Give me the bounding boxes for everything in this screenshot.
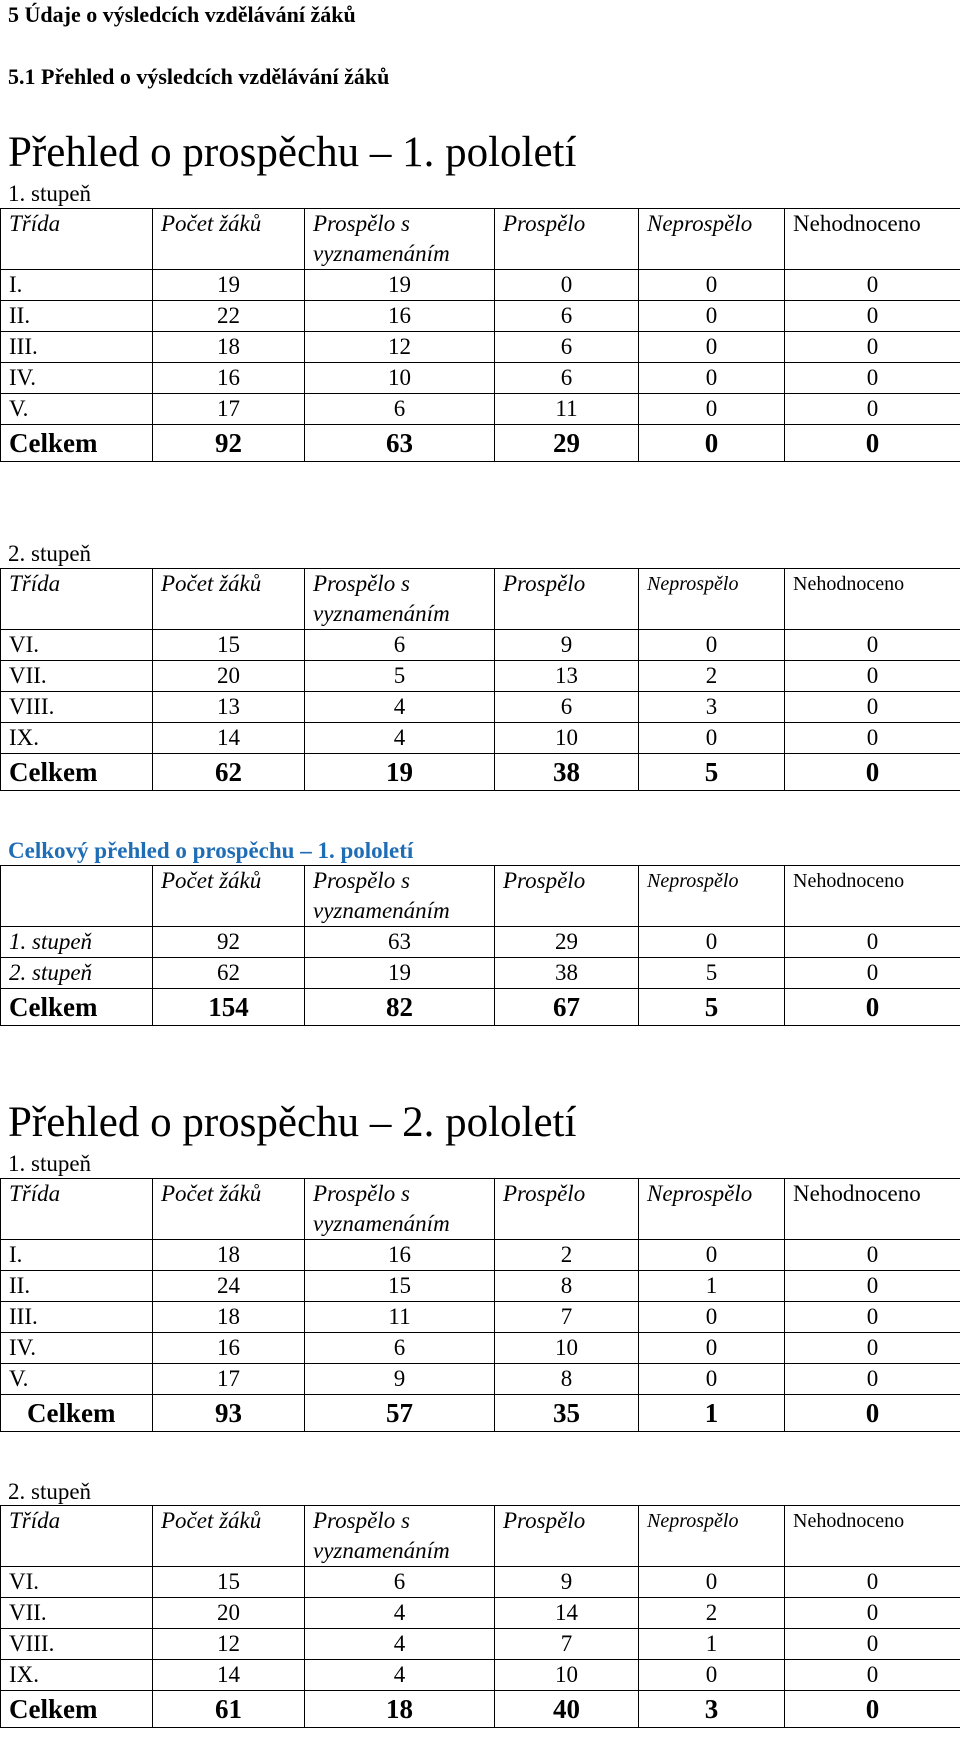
table-row	[1, 927, 960, 958]
unrated-cell: 0	[785, 270, 960, 301]
stage-1-label: 1. stupeň	[8, 181, 92, 206]
total-unrated: 0	[785, 425, 960, 462]
failed-cell: 0	[639, 723, 785, 754]
unrated-cell: 0	[785, 1629, 960, 1660]
table-row	[1, 958, 960, 989]
table-row	[1, 1333, 960, 1364]
passed-cell: 10	[495, 723, 639, 754]
pupils-cell: 18	[153, 332, 305, 363]
col-header-unrated: Nehodnoceno	[785, 866, 960, 927]
pupils-cell: 12	[153, 1629, 305, 1660]
pupils-cell: 92	[153, 927, 305, 958]
honors-cell: 10	[305, 363, 495, 394]
passed-cell: 38	[495, 958, 639, 989]
col-header-class: Třída	[1, 209, 153, 270]
failed-cell: 1	[639, 1629, 785, 1660]
total-passed: 40	[495, 1691, 639, 1728]
total-label: Celkem	[1, 989, 153, 1026]
class-cell: IX.	[1, 723, 153, 754]
pupils-cell: 17	[153, 394, 305, 425]
honors-cell: 16	[305, 301, 495, 332]
col-header-unrated: Nehodnoceno	[785, 1506, 960, 1567]
col-header-passed: Prospělo	[495, 209, 639, 270]
total-label: Celkem	[1, 1691, 153, 1728]
passed-cell: 6	[495, 301, 639, 332]
total-passed: 29	[495, 425, 639, 462]
pupils-cell: 13	[153, 692, 305, 723]
unrated-cell: 0	[785, 363, 960, 394]
unrated-cell: 0	[785, 1271, 960, 1302]
honors-cell: 19	[305, 958, 495, 989]
total-pupils: 62	[153, 754, 305, 791]
class-cell: VI.	[1, 1567, 153, 1598]
total-unrated: 0	[785, 1395, 960, 1432]
honors-cell: 6	[305, 394, 495, 425]
honors-cell: 6	[305, 630, 495, 661]
pupils-cell: 18	[153, 1240, 305, 1271]
table-row	[1, 1567, 960, 1598]
table-row	[1, 1302, 960, 1333]
total-passed: 67	[495, 989, 639, 1026]
unrated-cell: 0	[785, 692, 960, 723]
failed-cell: 0	[639, 1302, 785, 1333]
table-header-row	[1, 1179, 960, 1240]
stage-2-label: 2. stupeň	[8, 541, 92, 566]
passed-cell: 6	[495, 332, 639, 363]
failed-cell: 0	[639, 927, 785, 958]
honors-cell: 15	[305, 1271, 495, 1302]
honors-cell: 19	[305, 270, 495, 301]
failed-cell: 2	[639, 661, 785, 692]
table-row	[1, 661, 960, 692]
table-row	[1, 1240, 960, 1271]
honors-cell: 4	[305, 1629, 495, 1660]
failed-cell: 0	[639, 1364, 785, 1395]
total-passed: 38	[495, 754, 639, 791]
table-header-row	[1, 866, 960, 927]
table-header-row	[1, 1506, 960, 1567]
total-unrated: 0	[785, 754, 960, 791]
col-header-pupils: Počet žáků	[153, 569, 305, 630]
col-header-pupils: Počet žáků	[153, 1506, 305, 1567]
class-cell: V.	[1, 1364, 153, 1395]
failed-cell: 0	[639, 363, 785, 394]
unrated-cell: 0	[785, 1302, 960, 1333]
col-header-honors: Prospělo s vyznamenáním	[305, 1506, 495, 1567]
pupils-cell: 18	[153, 1302, 305, 1333]
col-header-honors: Prospělo s vyznamenáním	[305, 1179, 495, 1240]
col-header-empty	[1, 866, 153, 927]
total-unrated: 0	[785, 989, 960, 1026]
unrated-cell: 0	[785, 1598, 960, 1629]
pupils-cell: 17	[153, 1364, 305, 1395]
class-cell: VIII.	[1, 692, 153, 723]
total-label: Celkem	[1, 754, 153, 791]
table-semester2-stage1	[0, 1178, 960, 1432]
col-header-class: Třída	[1, 1179, 153, 1240]
class-cell: I.	[1, 1240, 153, 1271]
failed-cell: 0	[639, 1333, 785, 1364]
table-semester1-stage1	[0, 208, 960, 462]
total-honors: 57	[305, 1395, 495, 1432]
pupils-cell: 15	[153, 630, 305, 661]
total-passed: 35	[495, 1395, 639, 1432]
honors-cell: 9	[305, 1364, 495, 1395]
col-header-honors: Prospělo s vyznamenáním	[305, 209, 495, 270]
pupils-cell: 20	[153, 1598, 305, 1629]
unrated-cell: 0	[785, 927, 960, 958]
passed-cell: 9	[495, 1567, 639, 1598]
table-row	[1, 1364, 960, 1395]
unrated-cell: 0	[785, 332, 960, 363]
table-row	[1, 630, 960, 661]
table-semester1-stage2	[0, 568, 960, 791]
title-semester-1: Přehled o prospěchu – 1. pololetí	[8, 129, 577, 176]
total-row	[1, 1395, 960, 1432]
honors-cell: 4	[305, 723, 495, 754]
passed-cell: 0	[495, 270, 639, 301]
pupils-cell: 16	[153, 1333, 305, 1364]
total-row	[1, 1691, 960, 1728]
col-header-failed: Neprospělo	[639, 1179, 785, 1240]
table-row	[1, 1271, 960, 1302]
table-semester1-overall	[0, 865, 960, 1026]
col-header-class: Třída	[1, 569, 153, 630]
pupils-cell: 16	[153, 363, 305, 394]
total-honors: 19	[305, 754, 495, 791]
heading-5: 5 Údaje o výsledcích vzdělávání žáků	[8, 2, 356, 27]
table-row	[1, 363, 960, 394]
unrated-cell: 0	[785, 958, 960, 989]
passed-cell: 7	[495, 1629, 639, 1660]
col-header-honors: Prospělo s vyznamenáním	[305, 569, 495, 630]
total-failed: 3	[639, 1691, 785, 1728]
passed-cell: 6	[495, 692, 639, 723]
col-header-failed: Neprospělo	[639, 1506, 785, 1567]
pupils-cell: 14	[153, 723, 305, 754]
table-row	[1, 332, 960, 363]
total-pupils: 93	[153, 1395, 305, 1432]
col-header-honors: Prospělo s vyznamenáním	[305, 866, 495, 927]
total-label: Celkem	[1, 425, 153, 462]
pupils-cell: 15	[153, 1567, 305, 1598]
stage-1-label-2: 1. stupeň	[8, 1151, 92, 1176]
col-header-passed: Prospělo	[495, 1506, 639, 1567]
passed-cell: 11	[495, 394, 639, 425]
unrated-cell: 0	[785, 301, 960, 332]
col-header-failed: Neprospělo	[639, 569, 785, 630]
unrated-cell: 0	[785, 1364, 960, 1395]
honors-cell: 11	[305, 1302, 495, 1333]
honors-cell: 12	[305, 332, 495, 363]
stage-2-label-2: 2. stupeň	[8, 1479, 92, 1504]
table-row	[1, 692, 960, 723]
failed-cell: 0	[639, 1660, 785, 1691]
total-label: Celkem	[1, 1395, 153, 1432]
passed-cell: 29	[495, 927, 639, 958]
class-cell: I.	[1, 270, 153, 301]
total-unrated: 0	[785, 1691, 960, 1728]
class-cell: VIII.	[1, 1629, 153, 1660]
unrated-cell: 0	[785, 394, 960, 425]
unrated-cell: 0	[785, 630, 960, 661]
total-honors: 63	[305, 425, 495, 462]
failed-cell: 0	[639, 332, 785, 363]
title-semester-2: Přehled o prospěchu – 2. pololetí	[8, 1099, 577, 1146]
class-cell: IV.	[1, 363, 153, 394]
passed-cell: 14	[495, 1598, 639, 1629]
honors-cell: 6	[305, 1333, 495, 1364]
col-header-unrated: Nehodnoceno	[785, 1179, 960, 1240]
col-header-failed: Neprospělo	[639, 209, 785, 270]
total-pupils: 61	[153, 1691, 305, 1728]
honors-cell: 5	[305, 661, 495, 692]
passed-cell: 8	[495, 1364, 639, 1395]
table-header-row	[1, 209, 960, 270]
pupils-cell: 62	[153, 958, 305, 989]
col-header-pupils: Počet žáků	[153, 1179, 305, 1240]
pupils-cell: 22	[153, 301, 305, 332]
table-semester2-stage2	[0, 1505, 960, 1728]
pupils-cell: 24	[153, 1271, 305, 1302]
class-cell: II.	[1, 1271, 153, 1302]
pupils-cell: 19	[153, 270, 305, 301]
passed-cell: 9	[495, 630, 639, 661]
class-cell: VI.	[1, 630, 153, 661]
class-cell: V.	[1, 394, 153, 425]
class-cell: IX.	[1, 1660, 153, 1691]
honors-cell: 4	[305, 1598, 495, 1629]
passed-cell: 10	[495, 1333, 639, 1364]
total-failed: 0	[639, 425, 785, 462]
total-failed: 5	[639, 754, 785, 791]
class-cell: VII.	[1, 661, 153, 692]
col-header-passed: Prospělo	[495, 569, 639, 630]
failed-cell: 0	[639, 394, 785, 425]
class-cell: IV.	[1, 1333, 153, 1364]
failed-cell: 0	[639, 270, 785, 301]
class-cell: III.	[1, 332, 153, 363]
table-row	[1, 270, 960, 301]
unrated-cell: 0	[785, 1333, 960, 1364]
col-header-pupils: Počet žáků	[153, 209, 305, 270]
table-row	[1, 1598, 960, 1629]
col-header-unrated: Nehodnoceno	[785, 209, 960, 270]
failed-cell: 0	[639, 630, 785, 661]
class-cell: II.	[1, 301, 153, 332]
total-failed: 5	[639, 989, 785, 1026]
col-header-passed: Prospělo	[495, 866, 639, 927]
class-cell: III.	[1, 1302, 153, 1333]
total-pupils: 154	[153, 989, 305, 1026]
table-row	[1, 301, 960, 332]
unrated-cell: 0	[785, 1660, 960, 1691]
total-honors: 18	[305, 1691, 495, 1728]
unrated-cell: 0	[785, 1567, 960, 1598]
total-row	[1, 989, 960, 1026]
failed-cell: 1	[639, 1271, 785, 1302]
heading-5-1: 5.1 Přehled o výsledcích vzdělávání žáků	[8, 64, 390, 89]
total-row	[1, 425, 960, 462]
col-header-unrated: Nehodnoceno	[785, 569, 960, 630]
total-pupils: 92	[153, 425, 305, 462]
passed-cell: 13	[495, 661, 639, 692]
failed-cell: 3	[639, 692, 785, 723]
honors-cell: 16	[305, 1240, 495, 1271]
passed-cell: 10	[495, 1660, 639, 1691]
passed-cell: 8	[495, 1271, 639, 1302]
unrated-cell: 0	[785, 1240, 960, 1271]
pupils-cell: 14	[153, 1660, 305, 1691]
col-header-pupils: Počet žáků	[153, 866, 305, 927]
failed-cell: 0	[639, 1240, 785, 1271]
honors-cell: 4	[305, 1660, 495, 1691]
table-row	[1, 1660, 960, 1691]
class-cell: 2. stupeň	[1, 958, 153, 989]
passed-cell: 7	[495, 1302, 639, 1333]
total-failed: 1	[639, 1395, 785, 1432]
table-row	[1, 723, 960, 754]
failed-cell: 5	[639, 958, 785, 989]
passed-cell: 6	[495, 363, 639, 394]
unrated-cell: 0	[785, 723, 960, 754]
honors-cell: 63	[305, 927, 495, 958]
total-honors: 82	[305, 989, 495, 1026]
table-row	[1, 394, 960, 425]
failed-cell: 0	[639, 301, 785, 332]
table-row	[1, 1629, 960, 1660]
overall-title-semester-1: Celkový přehled o prospěchu – 1. pololetí	[8, 838, 414, 863]
failed-cell: 0	[639, 1567, 785, 1598]
col-header-class: Třída	[1, 1506, 153, 1567]
class-cell: 1. stupeň	[1, 927, 153, 958]
passed-cell: 2	[495, 1240, 639, 1271]
pupils-cell: 20	[153, 661, 305, 692]
honors-cell: 6	[305, 1567, 495, 1598]
unrated-cell: 0	[785, 661, 960, 692]
total-row	[1, 754, 960, 791]
class-cell: VII.	[1, 1598, 153, 1629]
col-header-failed: Neprospělo	[639, 866, 785, 927]
table-header-row	[1, 569, 960, 630]
honors-cell: 4	[305, 692, 495, 723]
failed-cell: 2	[639, 1598, 785, 1629]
col-header-passed: Prospělo	[495, 1179, 639, 1240]
